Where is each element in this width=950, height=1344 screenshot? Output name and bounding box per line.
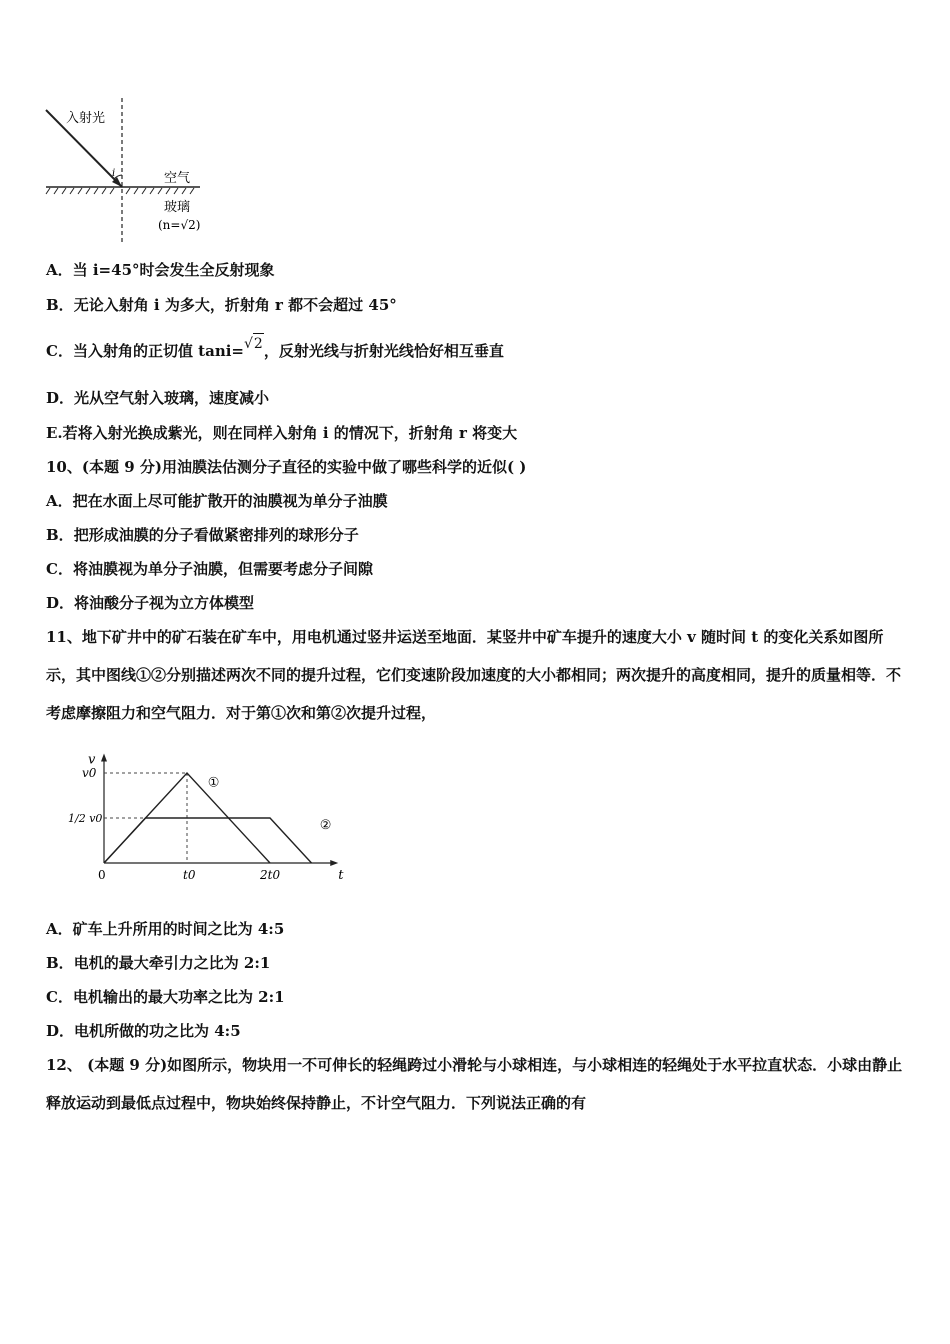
series-label-2: ② [319, 817, 332, 833]
option-text: 若将入射光换成紫光，则在同样入射角 i 的情况下，折射角 r 将变大 [62, 424, 518, 442]
q10-option-d [46, 593, 254, 613]
option-text: 将油酸分子视为立方体模型 [74, 594, 255, 612]
tick-label-v0: v0 [82, 766, 97, 780]
option-text: 把在水面上尽可能扩散开的油膜视为单分子油膜 [72, 492, 388, 510]
option-text: 无论入射角 i 为多大，折射角 r 都不会超过 45° [73, 296, 397, 314]
option-key: B． [46, 526, 74, 544]
y-axis-arrow [101, 754, 107, 762]
tick-label-half-v0: 1/2 v0 [68, 812, 103, 825]
option-text: 当 i=45°时会发生全反射现象 [72, 261, 275, 279]
air-label: 空气 [164, 171, 191, 186]
option-text: 将油膜视为单分子油膜，但需要考虑分子间隙 [72, 560, 373, 578]
q9-option-c [46, 336, 504, 362]
q11-option-d [46, 1021, 241, 1041]
option-key: B． [46, 296, 74, 314]
q9-option-e [46, 423, 517, 443]
tick-label-t0: t0 [183, 868, 196, 882]
sqrt-two [244, 333, 264, 354]
option-key: A． [46, 261, 73, 279]
option-key: D． [46, 1022, 75, 1040]
option-text: 电机所做的功之比为 4:5 [74, 1022, 241, 1040]
index-label: (n=√2) [158, 218, 201, 232]
option-text: 把形成油膜的分子看做紧密排列的球形分子 [73, 526, 359, 544]
q11-option-b [46, 953, 270, 973]
tick-label-2t0: 2t0 [260, 868, 281, 882]
option-key: D． [46, 594, 75, 612]
sqrt-value: 2 [253, 333, 264, 354]
refraction-figure [40, 96, 220, 246]
origin-label: 0 [98, 868, 106, 882]
q10-stem: 10、(本题 9 分)用油膜法估测分子直径的实验中做了哪些科学的近似( ) [46, 458, 527, 476]
velocity-time-chart [44, 730, 344, 890]
option-text: 电机的最大牵引力之比为 2:1 [73, 954, 271, 972]
x-axis-label: t [338, 868, 344, 883]
option-key: E. [46, 424, 63, 442]
y-axis-label: v [88, 752, 96, 768]
option-key: C． [46, 342, 73, 360]
q9-option-a [46, 260, 275, 280]
incident-label: 入射光 [66, 111, 106, 126]
q9-option-b [46, 295, 397, 315]
series-line-2 [104, 818, 312, 863]
x-axis-arrow [330, 860, 338, 866]
option-key: C． [46, 560, 73, 578]
option-key: C． [46, 988, 73, 1006]
option-key: A． [46, 492, 73, 510]
glass-label: 玻璃 [164, 200, 191, 215]
angle-label: i [112, 168, 116, 179]
option-text-pre: 当入射角的正切值 tani= [72, 342, 244, 360]
q10-option-c [46, 559, 373, 579]
series-label-1: ① [207, 775, 220, 791]
option-text: 矿车上升所用的时间之比为 4:5 [72, 920, 285, 938]
option-key: B． [46, 954, 74, 972]
hatch-marks [46, 188, 194, 194]
sqrt-symbol: √ [244, 336, 253, 352]
q9-option-d [46, 388, 269, 408]
q11-stem: 11、地下矿井中的矿石装在矿车中，用电机通过竖井运送至地面．某竖井中矿车提升的速度大小 v 随时间 t 的变化关系如图所示，其中图线①②分别描述两次不同的提升过程，它们变速阶段加速度的大小都相同；两次提升的高度相同，提升的质量相等．不考虑摩擦阻力和空气阻力．对于第①次和第②次提升过程， [46, 628, 902, 722]
q11-option-a [46, 919, 284, 939]
q12-stem: 12、 (本题 9 分)如图所示，物块用一不可伸长的轻绳跨过小滑轮与小球相连，与小球相连的轻绳处于水平拉直状态．小球由静止释放运动到最低点过程中，物块始终保持静止，不计空气阻力．下列说法正确的有 [46, 1056, 903, 1112]
option-key: A． [46, 920, 73, 938]
q10-option-a [46, 491, 388, 511]
option-text: 光从空气射入玻璃，速度减小 [74, 389, 270, 407]
option-key: D． [46, 389, 75, 407]
q10-option-b [46, 525, 359, 545]
q11-option-c [46, 987, 285, 1007]
option-text-post: ，反射光线与折射光线恰好相互垂直 [263, 342, 504, 360]
option-text: 电机输出的最大功率之比为 2:1 [72, 988, 285, 1006]
